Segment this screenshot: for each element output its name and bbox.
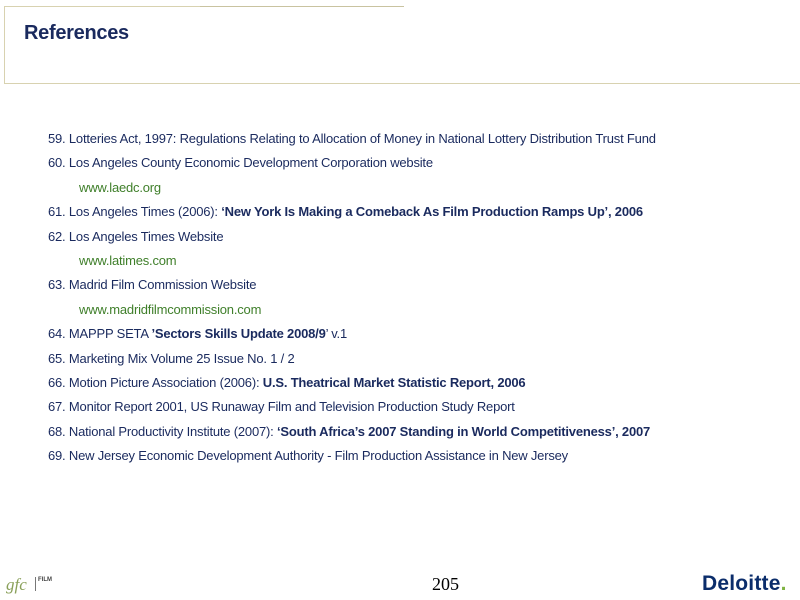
deloitte-logo	[702, 572, 787, 596]
reference-item: 69. New Jersey Economic Development Authority - Film Production Assistance in New Jersey	[48, 448, 568, 464]
reference-title: ’Sectors Skills Update 2008/9	[151, 326, 326, 342]
gfc-logo-text: gfc	[6, 575, 27, 594]
brand-dot: .	[780, 572, 787, 595]
reference-item: 62. Los Angeles Times Website	[48, 228, 224, 244]
reference-url[interactable]: www.laedc.org	[79, 179, 161, 195]
page-number: 205	[432, 574, 459, 594]
reference-item: 64. MAPPP SETA ’Sectors Skills Update 2008/9’ v.1	[48, 326, 348, 342]
gfc-logo-subtext: FILM	[38, 577, 52, 583]
reference-title: ‘South Africa’s 2007 Standing in World Competitiveness’, 2007	[276, 423, 651, 439]
reference-item: 60. Los Angeles County Economic Development Corporation website	[48, 155, 433, 171]
reference-item: 65. Marketing Mix Volume 25 Issue No. 1 / 2	[48, 350, 295, 366]
gfc-film-logo	[6, 575, 54, 595]
header-rule-accent	[200, 6, 404, 7]
brand-name: Deloitte	[702, 572, 781, 595]
page-title: References	[24, 22, 129, 44]
reference-list	[48, 127, 788, 469]
reference-item: 68. National Productivity Institute (2007): ‘South Africa’s 2007 Standing in World Competitiveness’, 2007	[48, 423, 651, 439]
reference-url[interactable]: www.latimes.com	[79, 253, 177, 269]
reference-title: ‘New York Is Making a Comeback As Film Production Ramps Up’, 2006	[221, 204, 643, 220]
reference-title: U.S. Theatrical Market Statistic Report, 2006	[262, 375, 526, 391]
reference-item: 61. Los Angeles Times (2006): ‘New York Is Making a Comeback As Film Production Ramps Up’, 2006	[48, 204, 643, 220]
reference-item: 59. Lotteries Act, 1997: Regulations Relating to Allocation of Money in National Lottery Distribution Trust Fund	[48, 131, 656, 146]
reference-item: 67. Monitor Report 2001, US Runaway Film and Television Production Study Report	[48, 399, 515, 415]
reference-item: 66. Motion Picture Association (2006): U.S. Theatrical Market Statistic Report, 2006	[48, 375, 526, 391]
gfc-logo-divider	[35, 577, 36, 591]
header-frame	[4, 6, 800, 84]
reference-item: 63. Madrid Film Commission Website	[48, 277, 257, 293]
reference-url[interactable]: www.madridfilmcommission.com	[79, 301, 262, 317]
